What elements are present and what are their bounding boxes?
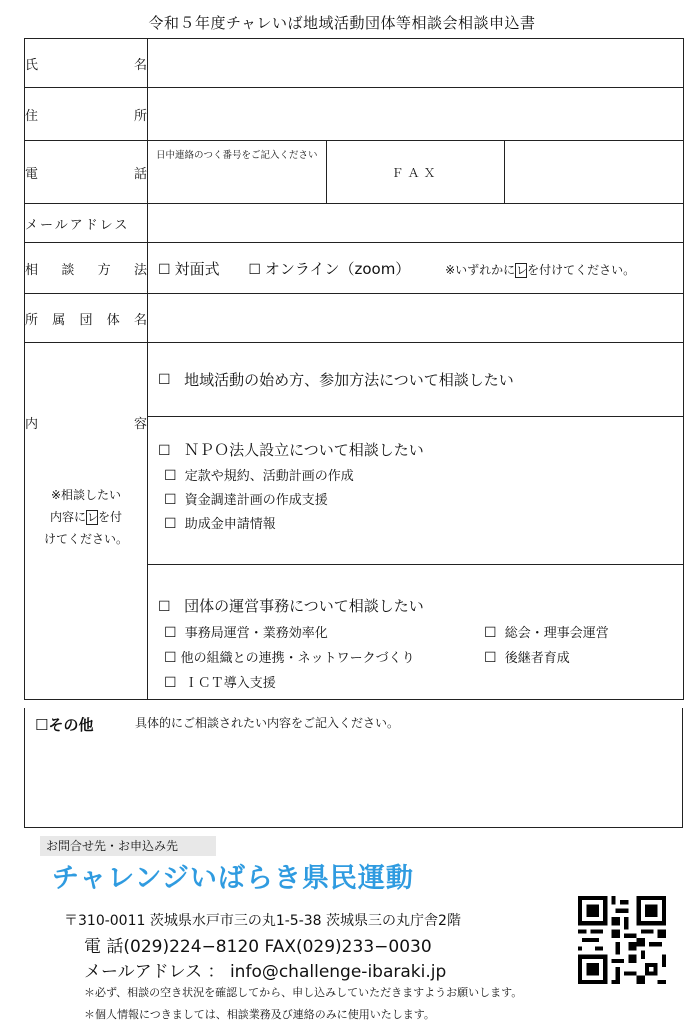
org-label: 所 属 団 体 名 bbox=[25, 294, 148, 343]
admin-item[interactable]: ☐ 総会・理事会運営 bbox=[484, 625, 609, 641]
notice-2: ＊個人情報につきましては、相談業務及び連絡のみに使用いたします。 bbox=[84, 1008, 435, 1021]
qr-code-icon bbox=[578, 896, 666, 984]
checkbox-icon: ☐ bbox=[164, 516, 177, 532]
notice-1: ＊必ず、相談の空き状況を確認してから、申し込みしていただきますようお願いします。 bbox=[84, 986, 523, 999]
form-title: 令和５年度チャレいば地域活動団体等相談会相談申込書 bbox=[148, 14, 536, 32]
method-note: ※いずれかにレを付けてください。 bbox=[445, 262, 636, 277]
phone-hint: 日中連絡のつく番号をご記入ください bbox=[156, 150, 318, 161]
checkbox-icon: ☐ bbox=[158, 599, 171, 615]
contact-tag: お問合せ先・お申込み先 bbox=[40, 836, 216, 856]
address-label: 住 所 bbox=[25, 88, 148, 141]
admin-item[interactable]: ☐ 事務局運営・業務効率化 bbox=[164, 625, 328, 641]
content-section-2 bbox=[148, 417, 683, 565]
method-label: 相 談 方 法 bbox=[25, 243, 148, 294]
npo-item[interactable]: ☐ 助成金申請情報 bbox=[164, 516, 276, 532]
address-field[interactable] bbox=[148, 88, 684, 141]
name-label: 氏 名 bbox=[25, 39, 148, 88]
admin-item[interactable]: ☐ ＩＣＴ導入支援 bbox=[164, 675, 276, 691]
method-in-person[interactable]: ☐ 対面式 bbox=[158, 259, 220, 278]
checkbox-icon: ☐ bbox=[164, 675, 177, 691]
npo-item[interactable]: ☐ 資金調達計画の作成支援 bbox=[164, 492, 328, 508]
phone-field[interactable] bbox=[148, 141, 327, 204]
npo-heading[interactable]: ☐ ＮＰＯ法人設立について相談したい bbox=[158, 441, 424, 459]
checkbox-icon: ☐ bbox=[158, 443, 171, 459]
content-note: ※相談したい 内容にレを付 けてください。 bbox=[43, 488, 128, 546]
fax-field[interactable] bbox=[505, 141, 684, 204]
tick-mark-icon: レ bbox=[516, 263, 528, 277]
org-field[interactable] bbox=[148, 294, 684, 343]
admin-item[interactable]: ☐ 他の組織との連携・ネットワークづくり bbox=[164, 650, 415, 666]
checkbox-icon: ☐ bbox=[164, 625, 177, 641]
phone-label: 電 話 bbox=[25, 141, 148, 204]
checkbox-icon[interactable]: ☐ bbox=[158, 261, 171, 278]
content-options bbox=[148, 343, 684, 700]
content-section-3 bbox=[148, 565, 683, 699]
npo-item[interactable]: ☐ 定款や規約、活動計画の作成 bbox=[164, 468, 354, 484]
other-hint: 具体的にご相談されたい内容をご記入ください。 bbox=[135, 716, 400, 730]
checkbox-icon[interactable]: ☐ bbox=[158, 371, 171, 388]
admin-items bbox=[158, 622, 673, 691]
content-label: 内 容 bbox=[25, 417, 147, 432]
other-box[interactable] bbox=[24, 708, 683, 828]
fax-label: ＦＡＸ bbox=[326, 141, 505, 204]
email-label: メールアドレス bbox=[25, 204, 148, 243]
method-options bbox=[148, 243, 684, 294]
tick-mark-icon: レ bbox=[87, 511, 98, 524]
contact-phone: 電 話(029)224−8120 FAX(029)233−0030 bbox=[84, 937, 432, 957]
admin-heading[interactable]: ☐ 団体の運営事務について相談したい bbox=[158, 597, 424, 615]
checkbox-icon: ☐ bbox=[484, 650, 497, 666]
application-form-table bbox=[24, 38, 684, 700]
checkbox-icon: ☐ bbox=[164, 492, 177, 508]
admin-item[interactable]: ☐ 後継者育成 bbox=[484, 650, 570, 666]
brand-logo: チャレンジいばらき県民運動 bbox=[52, 863, 414, 894]
contact-address: 〒310-0011 茨城県水戸市三の丸1-5-38 茨城県三の丸庁舎2階 bbox=[64, 913, 461, 929]
email-field[interactable] bbox=[148, 204, 684, 243]
content-label-cell bbox=[25, 343, 148, 700]
method-online[interactable]: ☐ オンライン（zoom） bbox=[248, 259, 411, 278]
checkbox-icon: ☐ bbox=[164, 468, 177, 484]
contact-email[interactable]: メールアドレス ： info@challenge-ibaraki.jp bbox=[84, 962, 447, 982]
checkbox-icon: ☐ bbox=[484, 625, 497, 641]
checkbox-icon: ☐ bbox=[164, 650, 177, 666]
content-section-1[interactable]: ☐ 地域活動の始め方、参加方法について相談したい bbox=[148, 343, 683, 417]
name-field[interactable] bbox=[148, 39, 684, 88]
other-title[interactable]: ☐その他 bbox=[35, 716, 94, 734]
checkbox-icon[interactable]: ☐ bbox=[248, 261, 261, 278]
